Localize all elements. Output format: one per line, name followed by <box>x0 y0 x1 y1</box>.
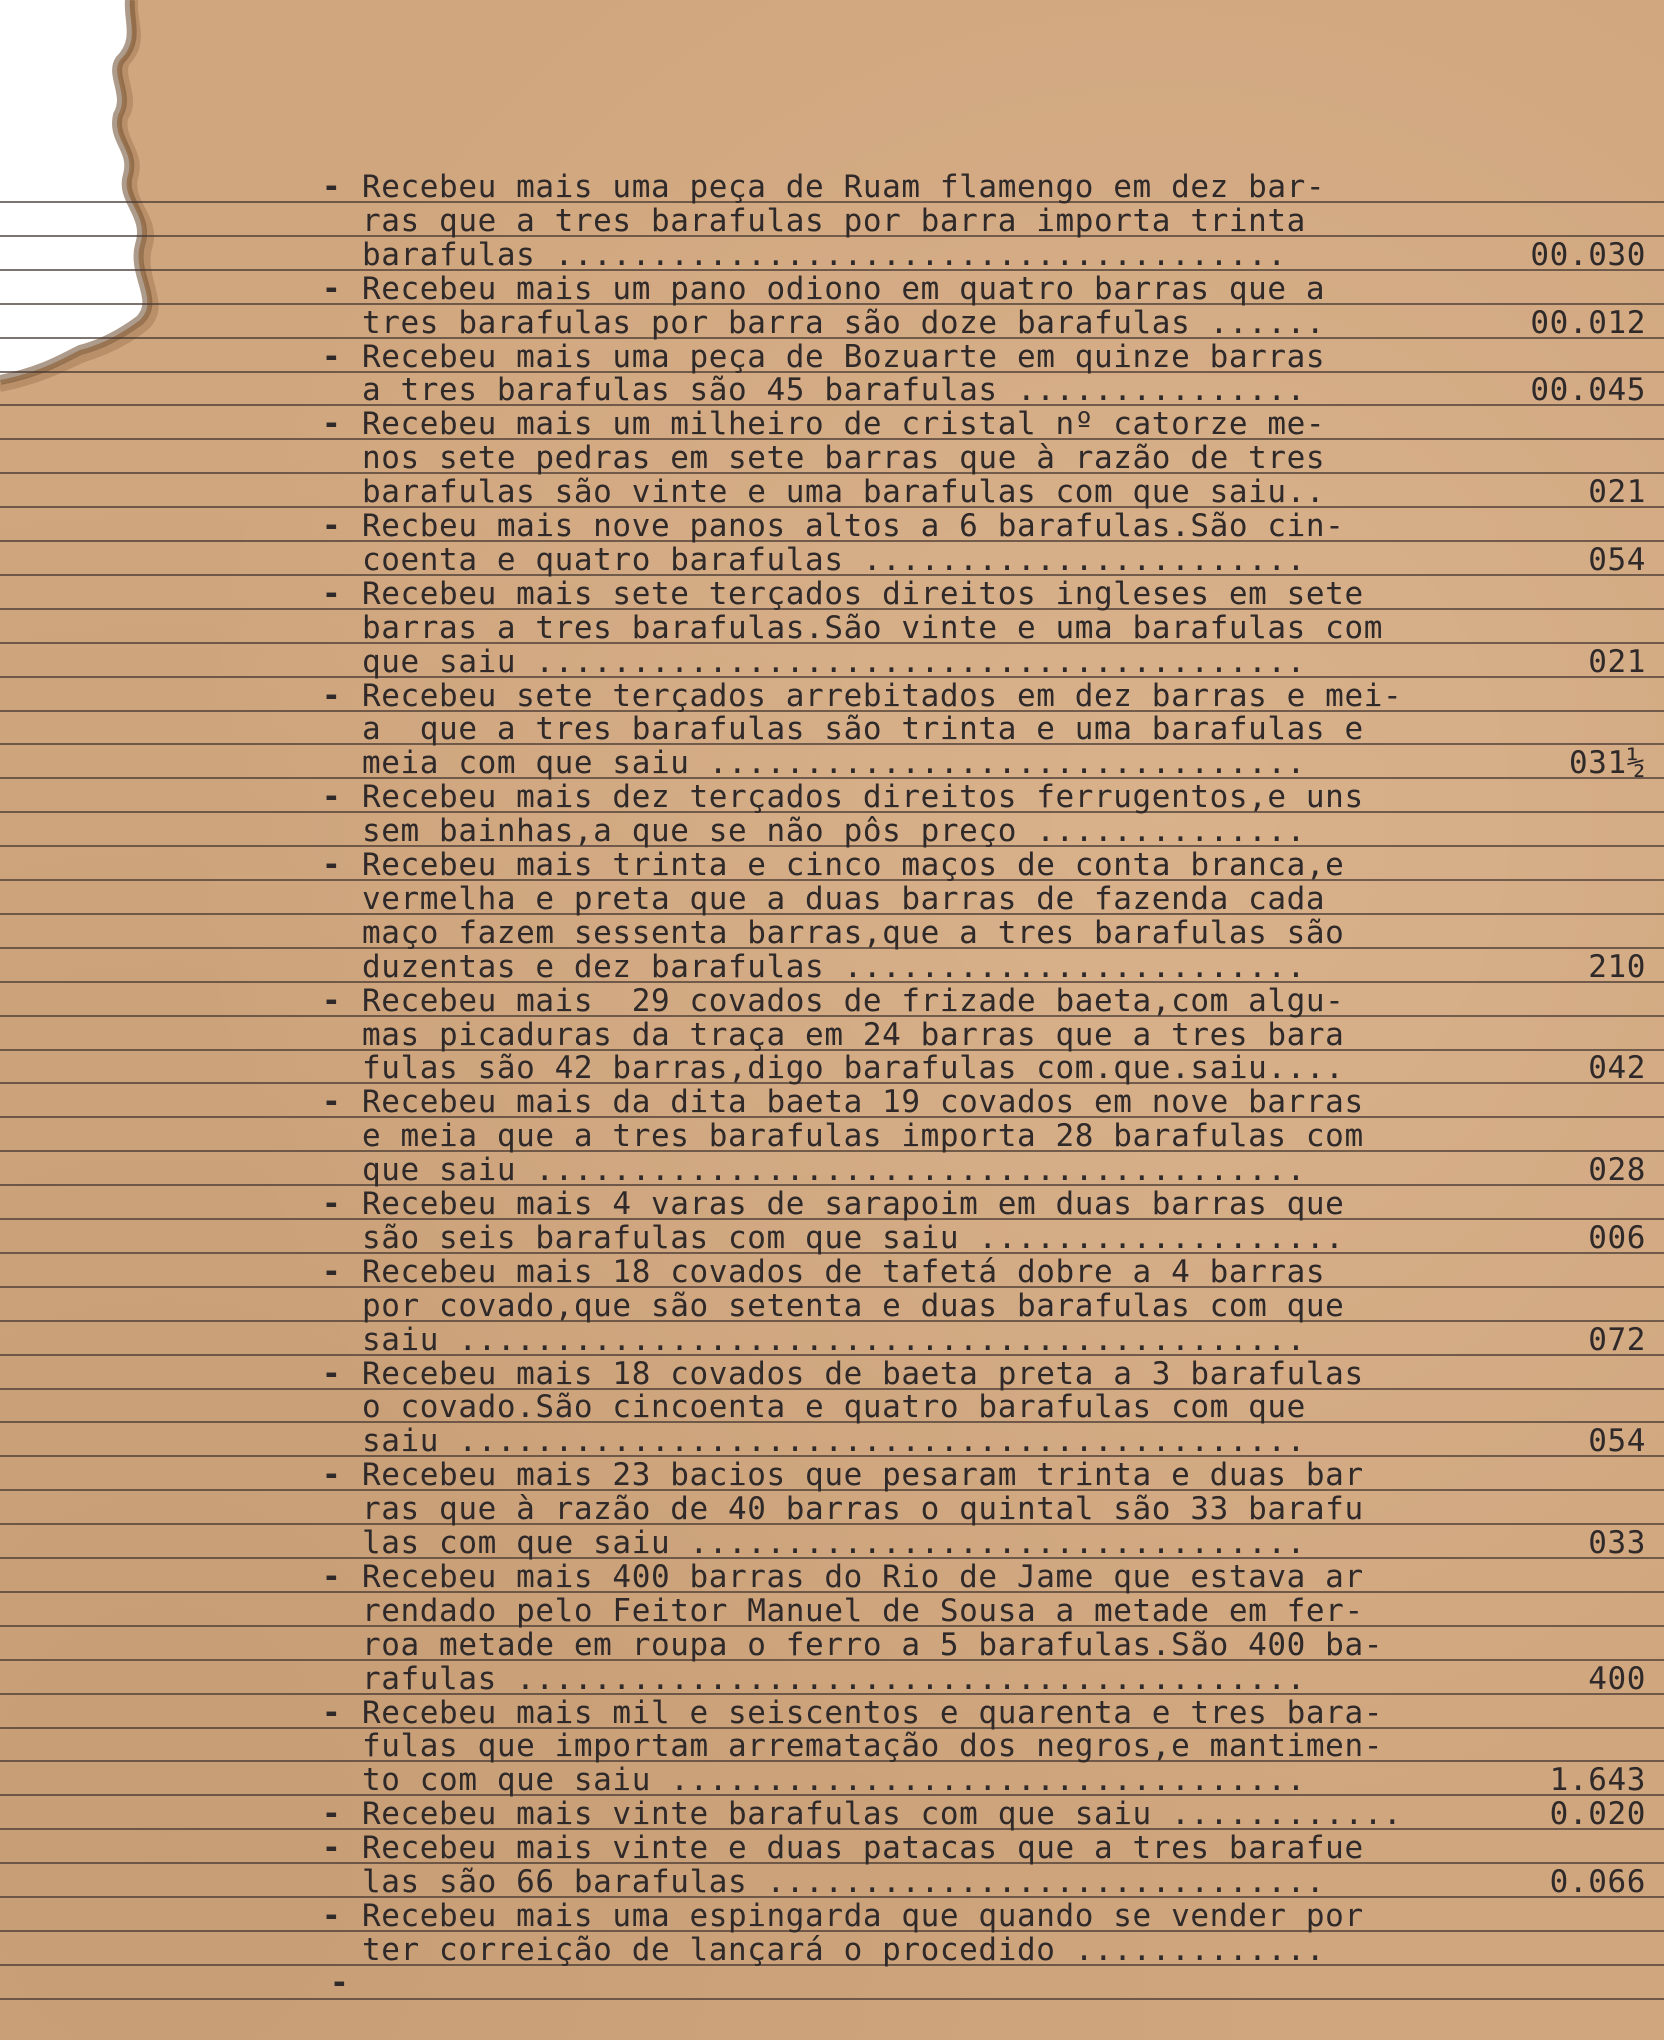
entry-line: duzentas e dez barafulas ........................ <box>362 948 1306 985</box>
entry-line: Recebeu mais uma peça de Ruam flamengo em dez bar- <box>362 169 1326 205</box>
entry-line: o covado.São cincoenta e quatro barafulas com que <box>362 1389 1306 1426</box>
entry-line: Recebeu mais da dita baeta 19 covados em nove barras <box>362 1084 1364 1121</box>
entry-bullet: - <box>322 1897 341 1934</box>
entry-line: Recebeu mais trinta e cinco maços de conta branca,e <box>362 847 1345 883</box>
entry-bullet: - <box>322 677 341 714</box>
entry-bullet: - <box>322 508 341 544</box>
entry-line: Recebeu mais dez terçados direitos ferrugentos,e uns <box>362 779 1364 816</box>
entry-line: roa metade em roupa o ferro a 5 barafulas.São 400 ba- <box>362 1626 1383 1663</box>
entry-line: saiu ............................................ <box>362 1321 1306 1358</box>
entry-line: to com que saiu ................................. <box>362 1762 1306 1799</box>
entry-line: las com que saiu ................................ <box>362 1525 1306 1561</box>
entry-bullet: - <box>322 1186 341 1222</box>
entry-bullet: - <box>322 1355 341 1392</box>
entry-line: Recebeu mais mil e seiscentos e quarenta e tres bara- <box>362 1694 1383 1731</box>
entry-line: saiu ............................................ <box>362 1423 1306 1460</box>
entry-line: Recebeu mais vinte barafulas com que saiu ............ <box>362 1796 1403 1833</box>
entry-line: Recbeu mais nove panos altos a 6 barafulas.São cin- <box>362 508 1345 544</box>
entry-amount: 00.045 <box>1530 372 1646 409</box>
entry-bullet: - <box>322 169 341 205</box>
entry-line: Recebeu mais 23 bacios que pesaram trinta e duas bar <box>362 1457 1364 1494</box>
entry-line: rafulas ......................................... <box>362 1660 1306 1697</box>
entry-bullet: - <box>322 982 341 1019</box>
entry-line: Recebeu mais uma espingarda que quando se vender por <box>362 1897 1364 1934</box>
entry-bullet: - <box>322 847 341 883</box>
entry-amount: 072 <box>1588 1321 1646 1358</box>
entry-bullet: - <box>322 270 341 307</box>
entry-line: Recebeu mais 400 barras do Rio de Jame que estava ar <box>362 1558 1364 1595</box>
trailing-dash: - <box>330 1965 349 2001</box>
entry-amount: 00.030 <box>1530 236 1646 273</box>
entry-line: Recebeu mais um milheiro de cristal nº catorze me- <box>362 406 1326 443</box>
entry-amount: 006 <box>1588 1219 1646 1256</box>
entry-amount: 0.020 <box>1549 1796 1646 1833</box>
entry-line: a que a tres barafulas são trinta e uma barafulas e <box>362 711 1364 748</box>
entry-line: Recebeu mais um pano odiono em quatro barras que a <box>362 270 1326 307</box>
entry-line: tres barafulas por barra são doze barafulas ...... <box>362 304 1326 341</box>
entry-line: fulas são 42 barras,digo barafulas com.que.saiu.... <box>362 1050 1345 1087</box>
entry-bullet: - <box>322 338 341 375</box>
entry-line: meia com que saiu ............................... <box>362 745 1306 782</box>
entry-bullet: - <box>322 1084 341 1121</box>
entry-amount: 042 <box>1588 1050 1646 1087</box>
entry-line: barras a tres barafulas.São vinte e uma barafulas com <box>362 609 1383 646</box>
entry-line: Recebeu mais sete terçados direitos ingleses em sete <box>362 575 1364 612</box>
entry-line: ras que à razão de 40 barras o quintal são 33 barafu <box>362 1491 1364 1528</box>
entry-line: Recebeu mais uma peça de Bozuarte em quinze barras <box>362 338 1326 375</box>
entry-bullet: - <box>322 1253 341 1290</box>
entry-amount: 1.643 <box>1549 1762 1646 1799</box>
entry-line: por covado,que são setenta e duas barafulas com que <box>362 1287 1345 1324</box>
entry-amount: 021 <box>1588 643 1646 680</box>
entry-line: vermelha e preta que a duas barras de fazenda cada <box>362 880 1326 917</box>
entry-line: Recebeu mais 18 covados de tafetá dobre a 4 barras <box>362 1253 1326 1290</box>
entry-amount: 210 <box>1588 948 1646 985</box>
entry-amount: 028 <box>1588 1152 1646 1189</box>
entry-line: Recebeu sete terçados arrebitados em dez barras e mei- <box>362 677 1403 714</box>
entry-line: Recebeu mais vinte e duas patacas que a tres barafue <box>362 1830 1364 1867</box>
entry-line: a tres barafulas são 45 barafulas ............... <box>362 372 1306 409</box>
entry-line: barafulas são vinte e uma barafulas com que saiu.. <box>362 474 1326 511</box>
entry-amount: 033 <box>1588 1525 1646 1561</box>
entry-line: maço fazem sessenta barras,que a tres barafulas são <box>362 914 1345 951</box>
entry-bullet: - <box>322 575 341 612</box>
entry-bullet: - <box>322 1558 341 1595</box>
entry-amount: 0.066 <box>1549 1864 1646 1900</box>
entry-bullet: - <box>322 1457 341 1494</box>
entry-line: Recebeu mais 18 covados de baeta preta a 3 barafulas <box>362 1355 1364 1392</box>
entry-bullet: - <box>322 1694 341 1731</box>
entry-amount: 031½ <box>1568 745 1646 782</box>
entry-bullet: - <box>322 1830 341 1867</box>
entry-line: Recebeu mais 29 covados de frizade baeta,com algu- <box>362 982 1345 1019</box>
entry-line: mas picaduras da traça em 24 barras que a tres bara <box>362 1016 1345 1053</box>
entry-line: Recebeu mais 4 varas de sarapoim em duas barras que <box>362 1186 1345 1222</box>
entry-amount: 021 <box>1588 474 1646 511</box>
entry-line: barafulas ...................................... <box>362 236 1287 273</box>
entry-line: ras que a tres barafulas por barra importa trinta <box>362 202 1306 239</box>
entry-amount: 054 <box>1588 541 1646 578</box>
entry-line: ter correição de lançará o procedido ............. <box>362 1931 1326 1968</box>
entry-line: fulas que importam arrematação dos negros,e mantimen- <box>362 1728 1383 1765</box>
entry-bullet: - <box>322 779 341 816</box>
entry-line: que saiu ........................................ <box>362 1152 1306 1189</box>
entry-line: são seis barafulas com que saiu ................... <box>362 1219 1345 1256</box>
entry-amount: 400 <box>1588 1660 1646 1697</box>
entry-line: sem bainhas,a que se não pôs preço .............. <box>362 813 1306 850</box>
entry-line: coenta e quatro barafulas ....................... <box>362 541 1306 578</box>
entry-amount: 00.012 <box>1530 304 1646 341</box>
entry-bullet: - <box>322 1796 341 1833</box>
entry-bullet: - <box>322 406 341 443</box>
entry-line: rendado pelo Feitor Manuel de Sousa a metade em fer- <box>362 1592 1364 1629</box>
entry-line: e meia que a tres barafulas importa 28 barafulas com <box>362 1118 1364 1155</box>
entry-amount: 054 <box>1588 1423 1646 1460</box>
entry-line: que saiu ........................................ <box>362 643 1306 680</box>
entry-line: nos sete pedras em sete barras que à razão de tres <box>362 440 1326 477</box>
entry-line: las são 66 barafulas ............................. <box>362 1864 1326 1900</box>
